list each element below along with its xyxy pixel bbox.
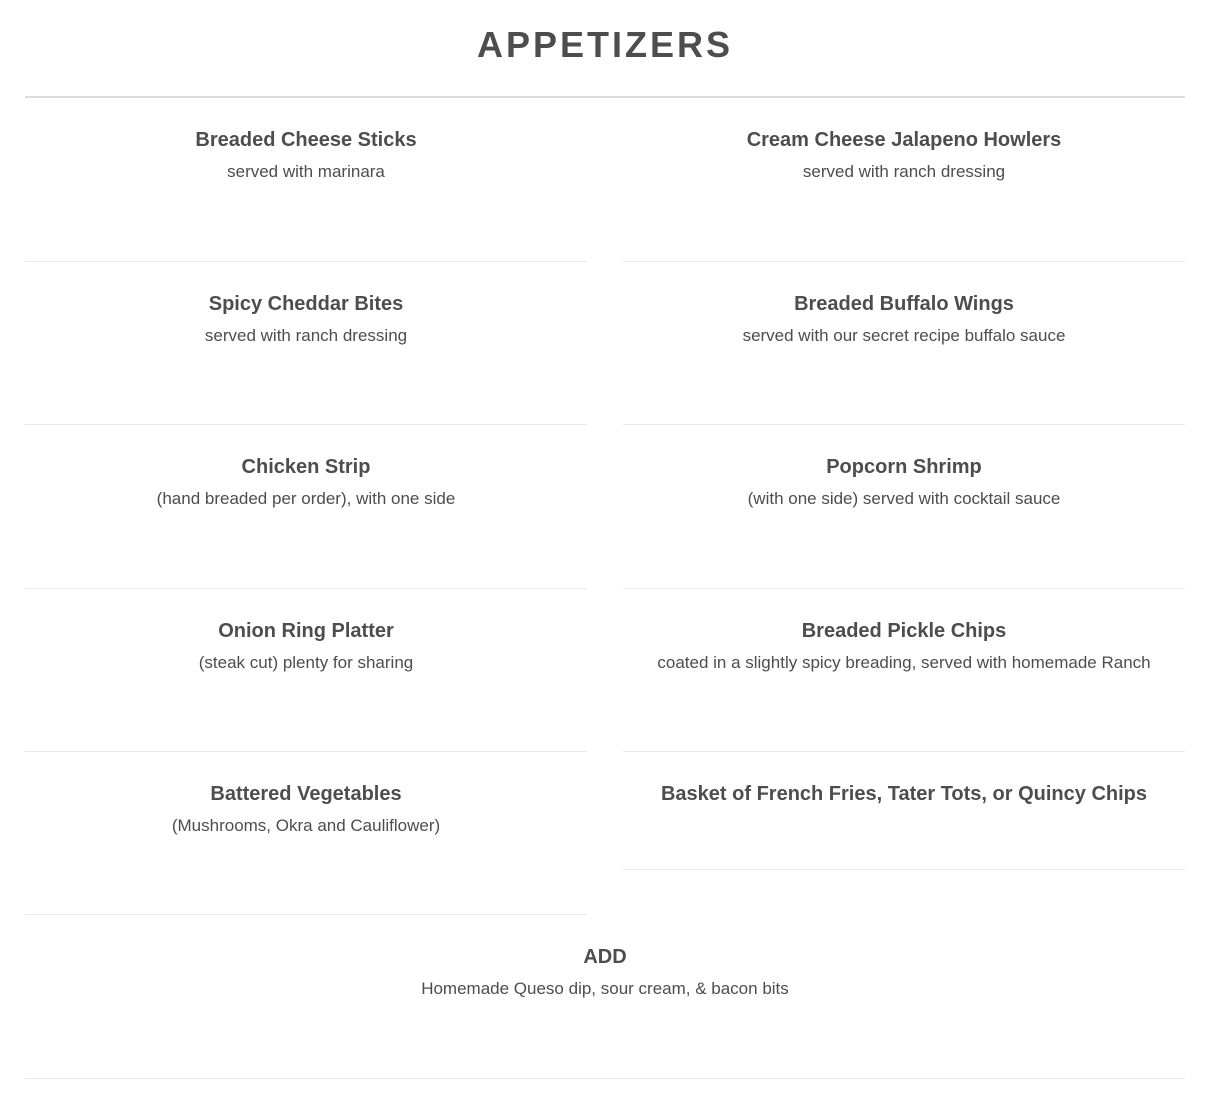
item-description: Homemade Queso dip, sour cream, & bacon bits <box>421 979 789 998</box>
item-description: served with ranch dressing <box>802 162 1006 181</box>
item-name: Chicken Strip <box>241 456 371 478</box>
menu-item <box>25 589 587 752</box>
item-description: coated in a slightly spicy breading, served with homemade Ranch <box>657 653 1151 672</box>
item-name: ADD <box>583 946 627 968</box>
item-description: (hand breaded per order), with one side <box>156 489 456 508</box>
menu-item-add <box>25 915 1185 1079</box>
menu-item <box>25 262 587 425</box>
menu-item <box>25 425 587 589</box>
item-description: (with one side) served with cocktail sauce <box>747 489 1061 508</box>
item-name: Breaded Buffalo Wings <box>794 293 1014 315</box>
item-name: Onion Ring Platter <box>218 620 394 642</box>
menu-item <box>623 589 1185 752</box>
menu-item <box>25 98 587 262</box>
item-name: Basket of French Fries, Tater Tots, or Quincy Chips <box>660 783 1148 805</box>
item-name: Spicy Cheddar Bites <box>208 293 404 315</box>
item-description: served with our secret recipe buffalo sauce <box>742 326 1066 345</box>
item-name: Popcorn Shrimp <box>826 456 982 478</box>
menu-item <box>623 425 1185 589</box>
item-description: served with ranch dressing <box>204 326 408 345</box>
item-description: served with marinara <box>227 162 385 181</box>
item-name: Breaded Cheese Sticks <box>195 129 417 151</box>
section-title: APPETIZERS <box>476 24 734 65</box>
menu-item <box>623 752 1185 870</box>
menu-item <box>623 98 1185 262</box>
item-name: Breaded Pickle Chips <box>801 620 1007 642</box>
item-description: (steak cut) plenty for sharing <box>198 653 414 672</box>
item-name: Cream Cheese Jalapeno Howlers <box>746 129 1062 151</box>
menu-item <box>623 262 1185 425</box>
item-description: (Mushrooms, Okra and Cauliflower) <box>171 816 441 835</box>
item-name: Battered Vegetables <box>210 783 402 805</box>
menu-item <box>25 752 587 915</box>
